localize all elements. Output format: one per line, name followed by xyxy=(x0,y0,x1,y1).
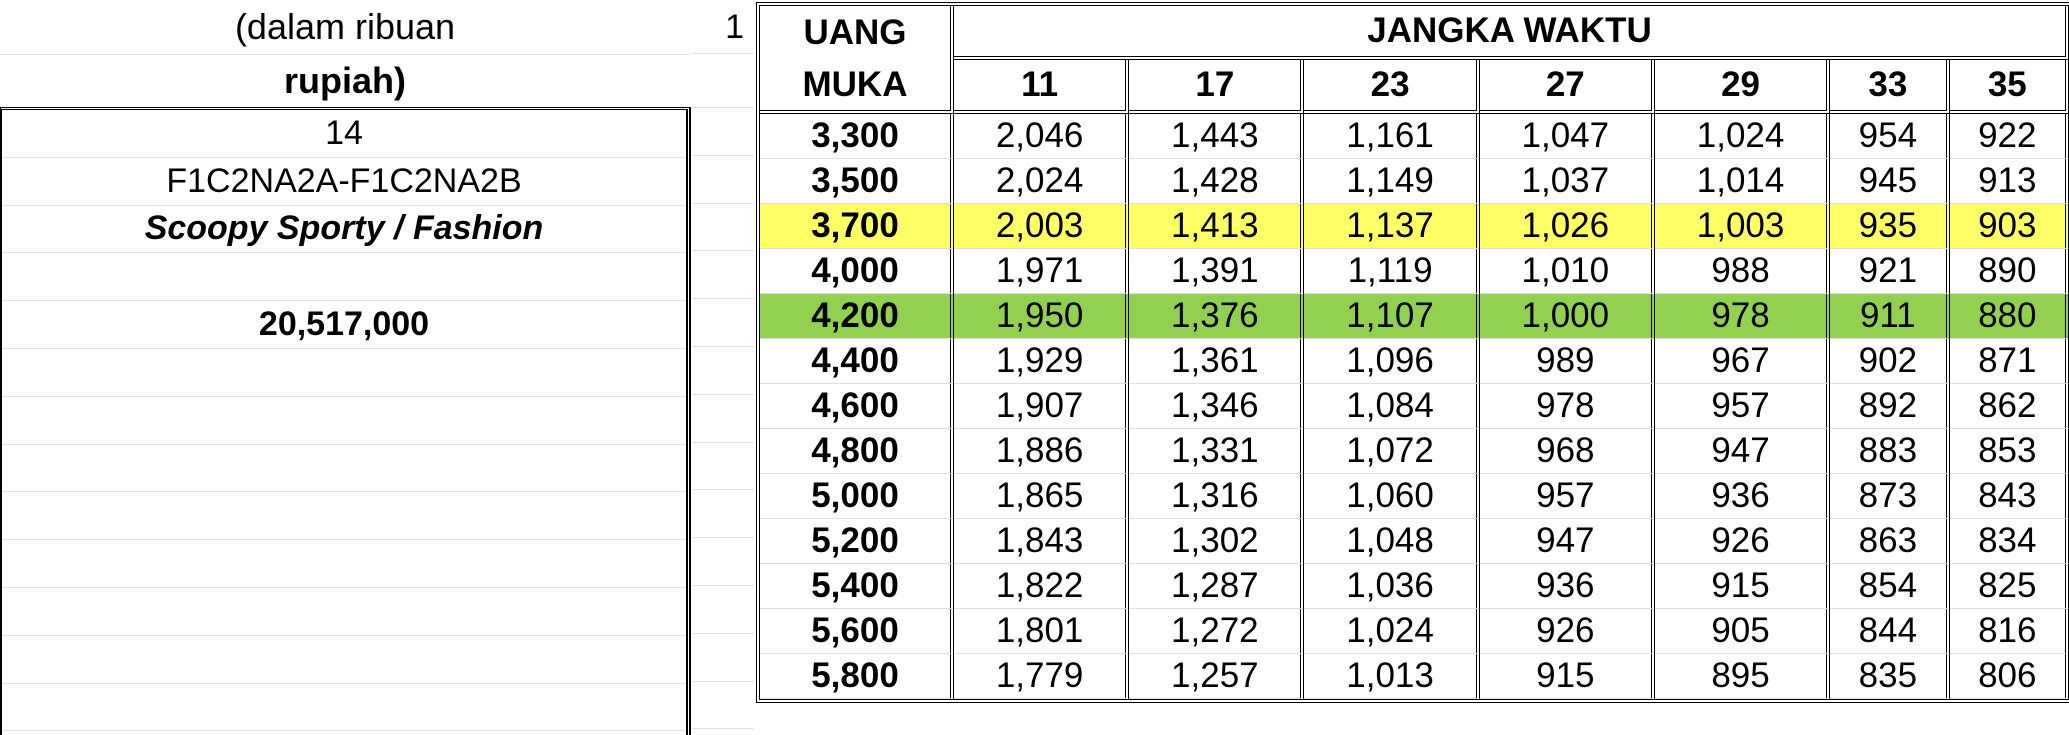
product-info-row xyxy=(2,684,686,732)
installment-cell: 1,107 xyxy=(1304,294,1479,339)
installment-cell: 954 xyxy=(1830,114,1949,159)
gap-column xyxy=(692,0,754,732)
table-row xyxy=(760,249,2069,294)
installment-cell: 926 xyxy=(1655,519,1830,564)
gap-cell xyxy=(692,299,754,347)
installment-cell: 911 xyxy=(1830,294,1949,339)
down-payment-cell: 3,500 xyxy=(760,159,954,204)
installment-cell: 957 xyxy=(1655,384,1830,429)
installment-cell: 1,316 xyxy=(1129,474,1304,519)
table-row xyxy=(760,609,2069,654)
installment-cell: 1,907 xyxy=(954,384,1129,429)
unit-note-line1: (dalam ribuan xyxy=(0,0,690,55)
installment-cell: 1,024 xyxy=(1655,114,1830,159)
gap-cell xyxy=(692,204,754,252)
term-header-cell: 27 xyxy=(1480,60,1655,114)
header-row-2 xyxy=(760,60,2069,114)
product-info-row xyxy=(2,492,686,540)
down-payment-cell: 3,300 xyxy=(760,114,954,159)
installment-cell: 834 xyxy=(1950,519,2069,564)
term-header-cell: 11 xyxy=(954,60,1129,114)
installment-cell: 1,047 xyxy=(1480,114,1655,159)
installment-cell: 1,024 xyxy=(1304,609,1479,654)
installment-cell: 843 xyxy=(1950,474,2069,519)
table-row xyxy=(760,294,2069,339)
installment-cell: 1,950 xyxy=(954,294,1129,339)
down-payment-cell: 4,600 xyxy=(760,384,954,429)
installment-cell: 1,010 xyxy=(1480,249,1655,294)
installment-cell: 1,865 xyxy=(954,474,1129,519)
installment-cell: 880 xyxy=(1950,294,2069,339)
table-row xyxy=(760,564,2069,609)
gap-header-cell xyxy=(692,0,754,54)
installment-cell: 1,003 xyxy=(1655,204,1830,249)
table-row xyxy=(760,339,2069,384)
product-info-row xyxy=(2,588,686,636)
installment-cell: 1,084 xyxy=(1304,384,1479,429)
installment-cell: 873 xyxy=(1830,474,1949,519)
product-info-row: 14 xyxy=(2,110,686,158)
installment-cell: 1,014 xyxy=(1655,159,1830,204)
installment-cell: 862 xyxy=(1950,384,2069,429)
installment-cell: 945 xyxy=(1830,159,1949,204)
installment-cell: 903 xyxy=(1950,204,2069,249)
installment-cell: 2,003 xyxy=(954,204,1129,249)
installment-cell: 2,046 xyxy=(954,114,1129,159)
installment-cell: 883 xyxy=(1830,429,1949,474)
installment-cell: 926 xyxy=(1480,609,1655,654)
installment-cell: 835 xyxy=(1830,654,1949,699)
down-payment-cell: 5,400 xyxy=(760,564,954,609)
gap-cell xyxy=(692,395,754,443)
down-payment-cell: 4,000 xyxy=(760,249,954,294)
gap-cell xyxy=(692,54,754,108)
installment-cell: 1,886 xyxy=(954,429,1129,474)
installment-cell: 895 xyxy=(1655,654,1830,699)
installment-cell: 1,287 xyxy=(1129,564,1304,609)
down-payment-cell: 5,800 xyxy=(760,654,954,699)
installment-cell: 1,272 xyxy=(1129,609,1304,654)
installment-cell: 915 xyxy=(1655,564,1830,609)
product-info-rows xyxy=(2,110,686,731)
gap-cell xyxy=(692,156,754,204)
installment-cell: 1,072 xyxy=(1304,429,1479,474)
installment-cell: 1,149 xyxy=(1304,159,1479,204)
gap-cell xyxy=(692,682,754,730)
installment-cell: 2,024 xyxy=(954,159,1129,204)
gap-cell xyxy=(692,538,754,586)
down-payment-cell: 3,700 xyxy=(760,204,954,249)
installment-cell: 1,779 xyxy=(954,654,1129,699)
installment-cell: 1,096 xyxy=(1304,339,1479,384)
installment-cell: 947 xyxy=(1480,519,1655,564)
product-info-row: F1C2NA2A-F1C2NA2B xyxy=(2,158,686,206)
installment-cell: 905 xyxy=(1655,609,1830,654)
installment-cell: 863 xyxy=(1830,519,1949,564)
term-header-cell: 35 xyxy=(1950,60,2069,114)
installment-cell: 890 xyxy=(1950,249,2069,294)
table-row xyxy=(760,429,2069,474)
term-header-cell: 23 xyxy=(1304,60,1479,114)
header-row-1 xyxy=(760,6,2069,60)
term-header-cell: 29 xyxy=(1655,60,1830,114)
installment-cell: 853 xyxy=(1950,429,2069,474)
group-header-term: JANGKA WAKTU xyxy=(954,6,2069,60)
installment-cell: 989 xyxy=(1480,339,1655,384)
gap-cell xyxy=(692,634,754,682)
down-payment-cell: 4,800 xyxy=(760,429,954,474)
installment-cell: 947 xyxy=(1655,429,1830,474)
installment-table xyxy=(756,2,2069,703)
down-payment-cell: 5,000 xyxy=(760,474,954,519)
product-info-row xyxy=(2,445,686,493)
product-info-row xyxy=(2,540,686,588)
installment-cell: 1,391 xyxy=(1129,249,1304,294)
installment-cell: 1,257 xyxy=(1129,654,1304,699)
installment-cell: 854 xyxy=(1830,564,1949,609)
installment-cell: 1,302 xyxy=(1129,519,1304,564)
installment-cell: 1,929 xyxy=(954,339,1129,384)
installment-cell: 1,843 xyxy=(954,519,1129,564)
down-payment-cell: 4,200 xyxy=(760,294,954,339)
left-info-panel xyxy=(0,0,692,732)
installment-cell: 988 xyxy=(1655,249,1830,294)
gap-index-label: 1 xyxy=(725,8,744,46)
installment-cell: 806 xyxy=(1950,654,2069,699)
table-row xyxy=(760,159,2069,204)
down-payment-cell: 5,200 xyxy=(760,519,954,564)
table-row xyxy=(760,114,2069,159)
down-payment-cell: 5,600 xyxy=(760,609,954,654)
term-header-cell: 17 xyxy=(1129,60,1304,114)
installment-cell: 1,037 xyxy=(1480,159,1655,204)
product-info-row xyxy=(2,253,686,301)
installment-cell: 1,443 xyxy=(1129,114,1304,159)
col-header-down-payment-line2: MUKA xyxy=(760,60,954,114)
installment-cell: 935 xyxy=(1830,204,1949,249)
installment-cell: 1,013 xyxy=(1304,654,1479,699)
installment-cell: 936 xyxy=(1480,564,1655,609)
product-info-row xyxy=(2,397,686,445)
installment-cell: 1,428 xyxy=(1129,159,1304,204)
installment-cell: 1,137 xyxy=(1304,204,1479,249)
installment-cell: 1,361 xyxy=(1129,339,1304,384)
product-info-row xyxy=(2,636,686,684)
installment-cell: 1,036 xyxy=(1304,564,1479,609)
gap-cell xyxy=(692,251,754,299)
installment-cell: 921 xyxy=(1830,249,1949,294)
installment-cell: 1,413 xyxy=(1129,204,1304,249)
installment-cell: 825 xyxy=(1950,564,2069,609)
installment-cell: 922 xyxy=(1950,114,2069,159)
installment-cell: 1,376 xyxy=(1129,294,1304,339)
product-info-box xyxy=(0,107,691,735)
gap-cell xyxy=(692,347,754,395)
installment-cell: 892 xyxy=(1830,384,1949,429)
installment-cell: 1,801 xyxy=(954,609,1129,654)
col-header-down-payment-line1: UANG xyxy=(760,6,954,60)
installment-cell: 1,971 xyxy=(954,249,1129,294)
installment-cell: 902 xyxy=(1830,339,1949,384)
installment-cell: 1,119 xyxy=(1304,249,1479,294)
gap-cell xyxy=(692,443,754,491)
installment-cell: 1,048 xyxy=(1304,519,1479,564)
installment-cell: 1,161 xyxy=(1304,114,1479,159)
table-row xyxy=(760,384,2069,429)
product-info-row: 20,517,000 xyxy=(2,301,686,349)
installment-cell: 1,000 xyxy=(1480,294,1655,339)
gap-cell xyxy=(692,490,754,538)
installment-cell: 957 xyxy=(1480,474,1655,519)
table-row xyxy=(760,204,2069,249)
unit-note-line2: rupiah) xyxy=(284,60,406,101)
gap-cell xyxy=(692,586,754,634)
product-info-row xyxy=(2,349,686,397)
table-row xyxy=(760,474,2069,519)
installment-cell: 967 xyxy=(1655,339,1830,384)
installment-cell: 816 xyxy=(1950,609,2069,654)
term-header-cell: 33 xyxy=(1830,60,1949,114)
table-row xyxy=(760,654,2069,699)
down-payment-cell: 4,400 xyxy=(760,339,954,384)
installment-cell: 1,026 xyxy=(1480,204,1655,249)
installment-cell: 844 xyxy=(1830,609,1949,654)
gap-cell xyxy=(692,108,754,156)
installment-cell: 915 xyxy=(1480,654,1655,699)
installment-cell: 978 xyxy=(1480,384,1655,429)
table-row xyxy=(760,519,2069,564)
installment-cell: 968 xyxy=(1480,429,1655,474)
installment-cell: 1,060 xyxy=(1304,474,1479,519)
installment-cell: 913 xyxy=(1950,159,2069,204)
installment-cell: 871 xyxy=(1950,339,2069,384)
installment-cell: 1,331 xyxy=(1129,429,1304,474)
installment-cell: 936 xyxy=(1655,474,1830,519)
product-info-row: Scoopy Sporty / Fashion xyxy=(2,206,686,254)
installment-cell: 1,346 xyxy=(1129,384,1304,429)
installment-cell: 1,822 xyxy=(954,564,1129,609)
installment-cell: 978 xyxy=(1655,294,1830,339)
